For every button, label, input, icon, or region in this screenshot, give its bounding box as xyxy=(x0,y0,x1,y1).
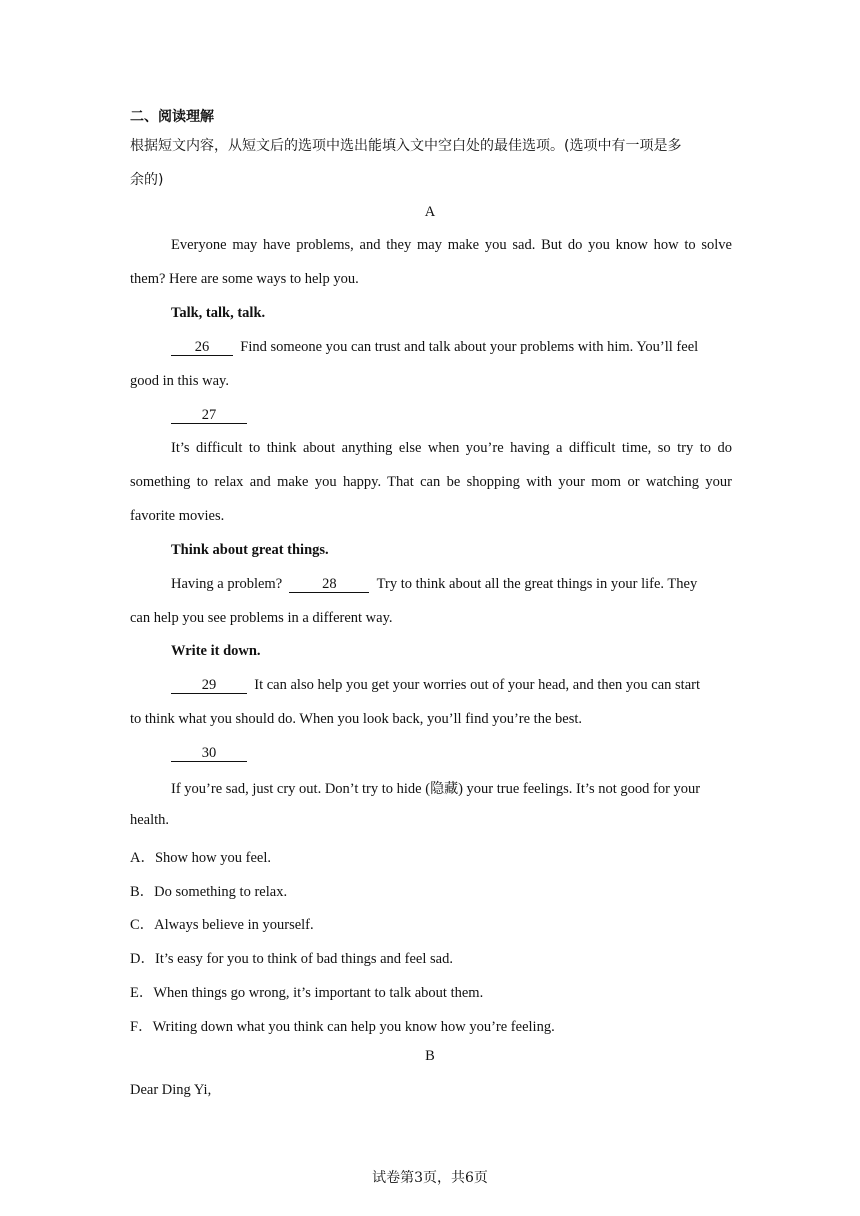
section-instruction-line1: 根据短文内容，从短文后的选项中选出能填入文中空白处的最佳选项。(选项中有一项是多 xyxy=(130,138,682,154)
option-c[interactable] xyxy=(130,913,732,934)
paragraph-29-line2: to think what you should do. When you look back, you’ll find you’re the best. xyxy=(130,711,582,727)
paragraph-27-line1: It’s difficult to think about anything else when you’re having a difficult time, so try to do xyxy=(171,440,732,456)
paragraph-30-after: ) your true feelings. It’s not good for your xyxy=(458,781,701,797)
paragraph-30-line2: health. xyxy=(130,812,170,828)
option-letter: B． xyxy=(130,884,155,900)
option-letter: E． xyxy=(130,985,154,1001)
blank-28[interactable]: 28 xyxy=(289,577,369,593)
option-letter: F． xyxy=(130,1019,153,1035)
option-text: It’s easy for you to think of bad things and feel sad. xyxy=(154,951,453,967)
paragraph-28-line1 xyxy=(171,576,732,593)
paragraph-30-line1 xyxy=(171,778,732,798)
paragraph-26-line2: good in this way. xyxy=(130,373,229,389)
section-heading: 二、阅读理解 xyxy=(130,109,214,125)
option-letter: A． xyxy=(130,850,155,866)
paragraph-27-line3: favorite movies. xyxy=(130,508,225,524)
passage-b-greeting: Dear Ding Yi, xyxy=(130,1082,212,1098)
option-text: When things go wrong, it’s important to talk about them. xyxy=(153,985,484,1001)
paragraph-28-before: Having a problem? xyxy=(171,576,283,592)
option-e[interactable] xyxy=(130,981,732,1002)
paragraph-30-before: If you’re sad, just cry out. Don’t try to hide ( xyxy=(171,781,431,797)
option-d[interactable] xyxy=(130,947,732,968)
option-letter: C． xyxy=(130,917,155,933)
heading-27-line xyxy=(171,407,732,424)
passage-b-label: B xyxy=(425,1048,435,1064)
option-text: Always believe in yourself. xyxy=(154,917,314,933)
option-f[interactable] xyxy=(130,1015,732,1036)
subheading-write: Write it down. xyxy=(171,643,261,659)
paragraph-26-line1 xyxy=(171,339,732,356)
subheading-talk: Talk, talk, talk. xyxy=(171,305,266,321)
blank-30[interactable]: 30 xyxy=(171,746,247,762)
paragraph-29-text: It can also help you get your worries out of your head, and then you can start xyxy=(254,677,700,693)
blank-26[interactable]: 26 xyxy=(171,340,233,356)
paragraph-30-cjk: 隐藏 xyxy=(430,781,459,797)
passage-a-label: A xyxy=(424,204,436,220)
section-instruction-line2: 余的) xyxy=(130,172,164,188)
option-text: Do something to relax. xyxy=(154,884,288,900)
option-text: Show how you feel. xyxy=(154,850,271,866)
paragraph-28-line2: can help you see problems in a different way. xyxy=(130,610,393,626)
blank-27[interactable]: 27 xyxy=(171,408,247,424)
passage-a-intro-line2: them? Here are some ways to help you. xyxy=(130,271,359,287)
passage-a-intro-line1: Everyone may have problems, and they may make you sad. But do you know how to solve xyxy=(171,237,732,253)
subheading-think: Think about great things. xyxy=(171,542,329,558)
paragraph-29-line1 xyxy=(171,677,732,694)
page-footer: 试卷第3页，共6页 xyxy=(372,1170,488,1186)
paragraph-28-after: Try to think about all the great things in your life. They xyxy=(376,576,698,592)
paragraph-26-text: Find someone you can trust and talk about your problems with him. You’ll feel xyxy=(240,339,699,355)
option-text: Writing down what you think can help you know how you’re feeling. xyxy=(152,1019,555,1035)
heading-30-line xyxy=(171,745,732,762)
option-b[interactable] xyxy=(130,880,732,901)
option-letter: D． xyxy=(130,951,155,967)
blank-29[interactable]: 29 xyxy=(171,678,247,694)
paragraph-27-line2: something to relax and make you happy. That can be shopping with your mom or watching your xyxy=(130,474,732,490)
option-a[interactable] xyxy=(130,846,732,867)
